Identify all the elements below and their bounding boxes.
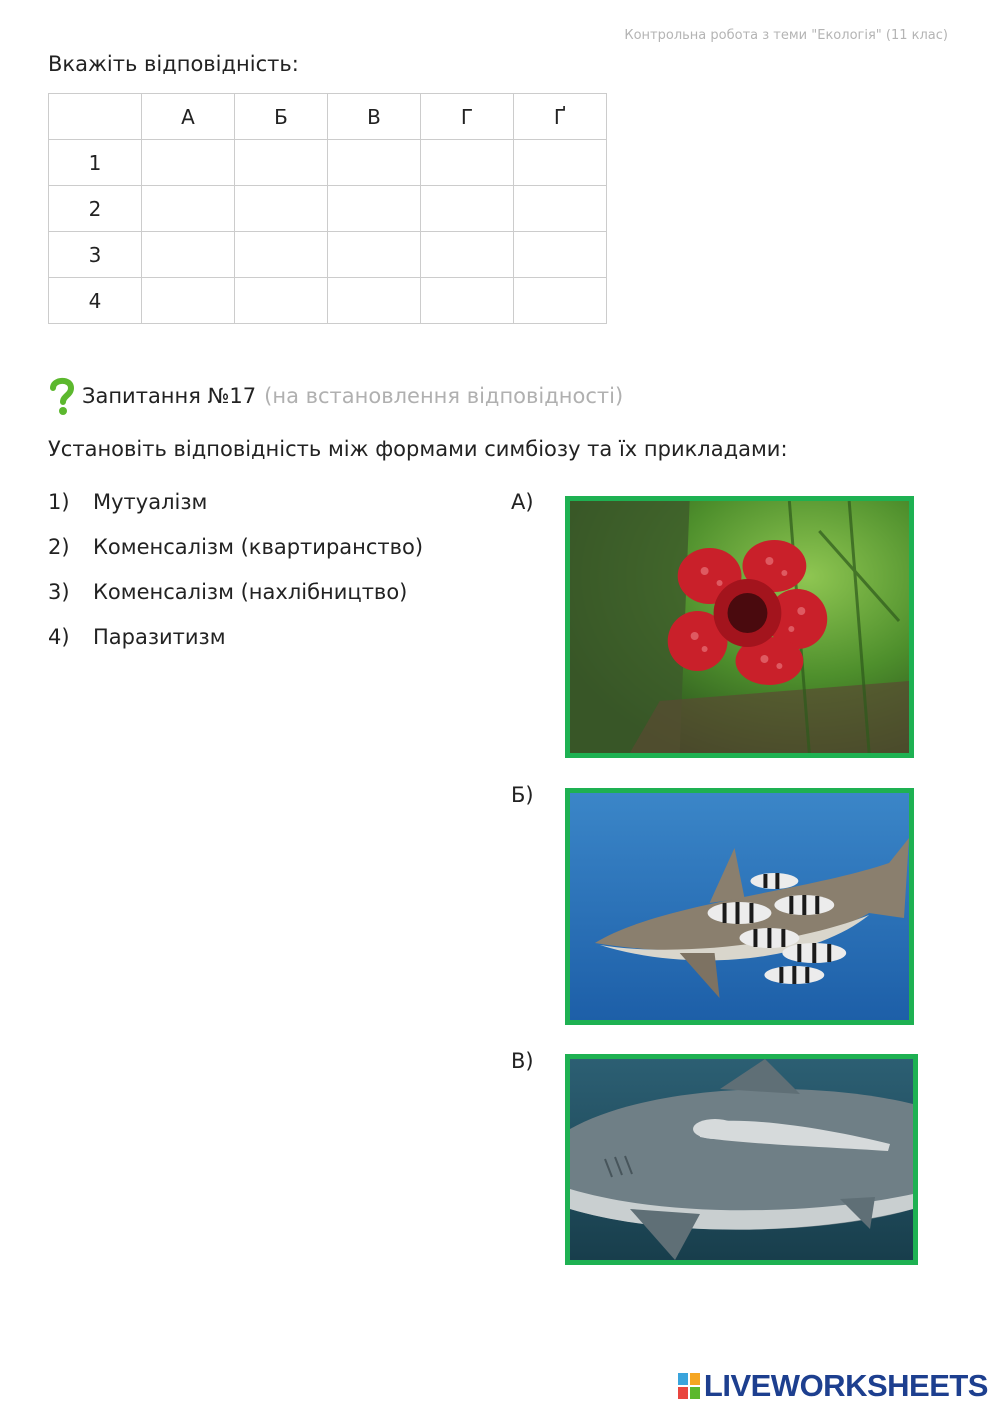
- list-item-text: Мутуалізм: [93, 490, 208, 514]
- question-text: Установіть відповідність між формами симбіозу та їх прикладами:: [48, 437, 788, 461]
- shark-with-remora-photo: [565, 1054, 918, 1265]
- answer-grid-row-header: 4: [49, 278, 142, 324]
- question-mark-icon: [48, 376, 76, 416]
- liveworksheets-logo: [678, 1368, 988, 1404]
- answer-grid-col-header: А: [142, 94, 235, 140]
- answer-cell[interactable]: [142, 232, 235, 278]
- answer-grid-header-row: [49, 94, 607, 140]
- answer-cell[interactable]: [235, 232, 328, 278]
- answer-grid-row: [49, 186, 607, 232]
- answer-grid-row-header: 3: [49, 232, 142, 278]
- answer-cell[interactable]: [235, 186, 328, 232]
- option-label-v: В): [511, 1049, 534, 1073]
- list-item: [48, 625, 423, 670]
- answer-cell[interactable]: [421, 232, 514, 278]
- list-item-number: 3): [48, 580, 70, 604]
- list-item-number: 2): [48, 535, 70, 559]
- symbiosis-list: [48, 490, 423, 670]
- answer-cell[interactable]: [235, 278, 328, 324]
- answer-cell[interactable]: [328, 140, 421, 186]
- answer-cell[interactable]: [328, 186, 421, 232]
- list-item-number: 1): [48, 490, 70, 514]
- answer-grid-col-header: В: [328, 94, 421, 140]
- shark-with-pilot-fish-photo: [565, 788, 914, 1025]
- answer-cell[interactable]: [421, 278, 514, 324]
- option-label-a: А): [511, 490, 534, 514]
- list-item-text: Коменсалізм (квартиранство): [93, 535, 424, 559]
- answer-grid-col-header: Б: [235, 94, 328, 140]
- answer-grid-corner: [49, 94, 142, 140]
- answer-grid: [48, 93, 607, 324]
- answer-cell[interactable]: [514, 278, 607, 324]
- answer-cell[interactable]: [328, 278, 421, 324]
- question-type-label: (на встановлення відповідності): [264, 384, 624, 408]
- answer-cell[interactable]: [328, 232, 421, 278]
- answer-cell[interactable]: [235, 140, 328, 186]
- answer-grid-row-header: 2: [49, 186, 142, 232]
- question-header: [48, 376, 623, 416]
- answer-cell[interactable]: [514, 140, 607, 186]
- answer-cell[interactable]: [142, 278, 235, 324]
- answer-cell[interactable]: [421, 186, 514, 232]
- list-item-number: 4): [48, 625, 70, 649]
- answer-grid-col-header: Г: [421, 94, 514, 140]
- answer-cell[interactable]: [142, 186, 235, 232]
- answer-cell[interactable]: [421, 140, 514, 186]
- list-item: [48, 580, 423, 625]
- worksheet-header-note: Контрольна робота з теми "Екологія" (11 клас): [624, 28, 948, 43]
- liveworksheets-logo-icon: [678, 1373, 700, 1399]
- liveworksheets-brand-text: LIVEWORKSHEETS: [703, 1368, 988, 1403]
- answer-cell[interactable]: [514, 186, 607, 232]
- rafflesia-flower-photo: [565, 496, 914, 758]
- question-title: Запитання №17: [82, 384, 257, 408]
- answer-grid-row: [49, 278, 607, 324]
- answer-grid-row: [49, 140, 607, 186]
- instruction-text: Вкажіть відповідність:: [48, 52, 299, 76]
- answer-cell[interactable]: [514, 232, 607, 278]
- answer-grid-row: [49, 232, 607, 278]
- list-item: [48, 535, 423, 580]
- answer-cell[interactable]: [142, 140, 235, 186]
- answer-grid-row-header: 1: [49, 140, 142, 186]
- answer-grid-col-header: Ґ: [514, 94, 607, 140]
- list-item: [48, 490, 423, 535]
- list-item-text: Коменсалізм (нахлібництво): [93, 580, 408, 604]
- list-item-text: Паразитизм: [93, 625, 226, 649]
- option-label-b: Б): [511, 783, 534, 807]
